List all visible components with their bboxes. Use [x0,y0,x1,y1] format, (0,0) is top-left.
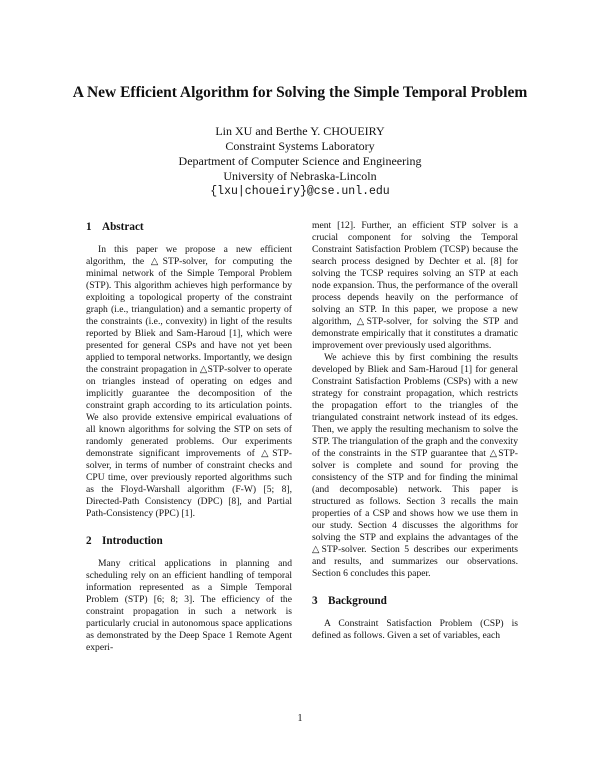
introduction-text-left: Many critical applications in planning and scheduling rely on an efficient handling of temporal information represented as a Simple Temporal Problem (STP) [6; 8; 3]. The efficiency of the constraint propagation in such a network is particularly crucial in autonomous space applications as demonstrated by the Deep Space 1 Remote Agent experi- [86,558,292,653]
section-heading-background [312,594,518,608]
section-title: Introduction [102,535,163,547]
section-heading-introduction [86,534,292,548]
introduction-text-right-2: We achieve this by first combining the results developed by Bliek and Sam-Haroud [1] for general Constraint Satisfaction Problems (CSPs) with a new strategy for constraint propagation, which restricts the propagation effort to the triangles of the triangulated constraint network instead of its edges. Then, we apply the resulting mechanism to solve the STP. The triangulation of the graph and the convexity of the constraints in the STP guarantee that △STP-solver is complete and sound for proving the consistency of the STP and for finding the minimal (and decomposable) network. This paper is structured as follows. Section 3 recalls the main properties of a CSP and shows how we use them in our study. Section 4 discusses the algorithms for solving the STP and explains the advantages of the △STP-solver. Section 5 describes our experiments and results, and summarizes our observations. Section 6 concludes this paper. [312,352,518,579]
section-title: Background [328,595,387,607]
section-number: 2 [86,535,92,547]
introduction-text-right-1: ment [12]. Further, an efficient STP solver is a crucial component for solving the Temporal Constraint Satisfaction Problem (TCSP) because the search process designed by Dechter et al. [8] for solving the TCSP requires solving an STP at each node expansion. Thus, the performance of the overall process depends heavily on the performance of solving an STP. In this paper, we propose a new algorithm, △STP-solver, for solving the STP and demonstrate empirically that it constitutes a dramatic improvement over previously used algorithms. [312,220,518,351]
abstract-text: In this paper we propose a new efficient algorithm, the △STP-solver, for computing the minimal network of the Simple Temporal Problem (STP). This algorithm achieves high performance by exploiting a topological property of the constraint graph (i.e., triangulation) and a semantic property of the constraints (i.e., convexity) in light of the results reported by Bliek and Sam-Haroud [1], which were presented for general CSPs and have not yet been applied to temporal networks. Importantly, we design the constraint propagation in △STP-solver to operate on triangles instead of operating on edges and implicitly guarantee the decomposition of the constraint graph according to its articulation points. We also provide extensive empirical evaluations of all known algorithms for solving the STP on sets of randomly generated problems. Our experiments demonstrate significant improvements of △STP-solver, in terms of number of constraint checks and CPU time, over previously reported algorithms such as the Floyd-Warshall algorithm (F-W) [5; 8], Directed-Path Consistency (DPC) [8], and Partial Path-Consistency (PPC) [1]. [86,244,292,519]
author-block [0,124,600,199]
paper-title: A New Efficient Algorithm for Solving the Simple Temporal Problem [72,84,528,101]
right-column [312,220,518,642]
left-column [86,220,292,654]
author-department: Department of Computer Science and Engineering [178,154,422,168]
author-university: University of Nebraska-Lincoln [223,169,377,183]
section-title: Abstract [102,221,144,233]
author-lab: Constraint Systems Laboratory [225,139,375,153]
section-heading-abstract [86,220,292,234]
page-number: 1 [297,713,303,724]
section-number: 3 [312,595,318,607]
author-names: Lin XU and Berthe Y. CHOUEIRY [215,124,385,138]
background-text: A Constraint Satisfaction Problem (CSP) is defined as follows. Given a set of variables, each [312,618,518,641]
author-email: {lxu|choueiry}@cse.unl.edu [210,185,390,198]
section-number: 1 [86,221,92,233]
